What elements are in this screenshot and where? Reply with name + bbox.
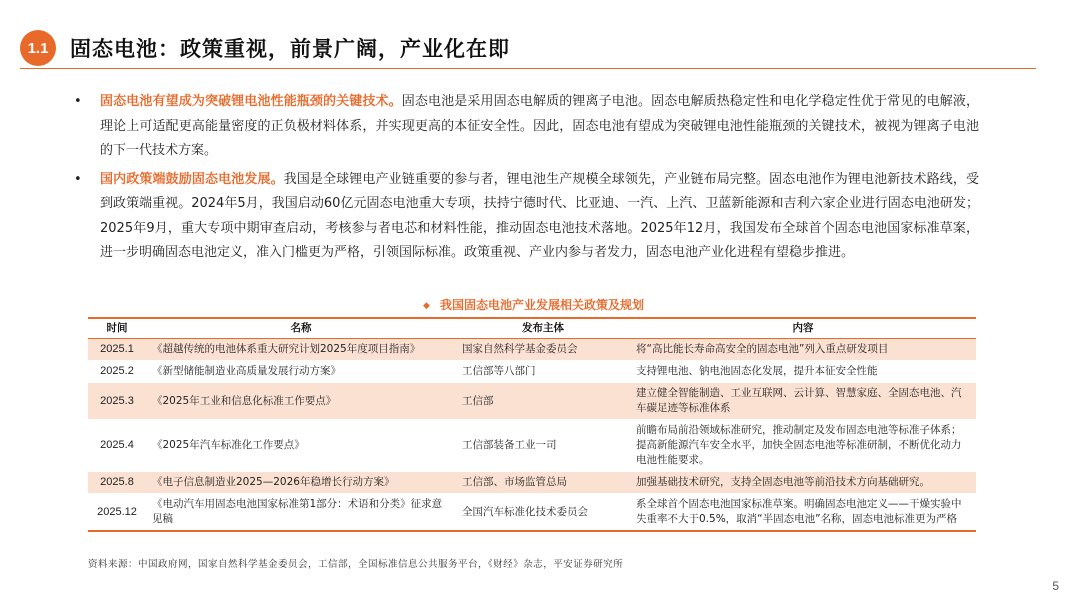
section-number-badge: 1.1 bbox=[20, 30, 56, 66]
cell-time: 2025.3 bbox=[88, 383, 146, 420]
cell-time: 2025.2 bbox=[88, 361, 146, 383]
cell-content: 支持锂电池、钠电池固态化发展，提升本征安全性能 bbox=[630, 361, 976, 383]
bullet-text: 我国是全球锂电产业链重要的参与者，锂电池生产规模全球领先，产业链布局完整。固态电池作为锂电池新技术路线，受到政策端重视。2024年5月，我国启动60亿元固态电池重大专项，扶持宁德时代、比亚迪、一汽、上汽、卫蓝新能源和吉利六家企业进行固态电池研发；2025年9月，重大专项中期审查启动，考核参与者电芯和材料性能，推动固态电池技术落地。2025年12月，我国发布全球首个固态电池国家标准草案，进一步明确固态电池定义，准入门槛更为严格，引领国际标准。政策重视、产业内参与者发力，固态电池产业化进程有望稳步推进。 bbox=[100, 171, 979, 260]
cell-time: 2025.1 bbox=[88, 339, 146, 361]
table-row bbox=[88, 383, 976, 420]
column-header-time: 时间 bbox=[88, 318, 146, 339]
column-header-issuer: 发布主体 bbox=[456, 318, 630, 339]
table-row bbox=[88, 361, 976, 383]
table-header-row bbox=[88, 318, 976, 339]
table-row bbox=[88, 494, 976, 532]
cell-name: 《2025年工业和信息化标准工作要点》 bbox=[146, 383, 456, 420]
cell-issuer: 国家自然科学基金委员会 bbox=[456, 339, 630, 361]
cell-name: 《新型储能制造业高质量发展行动方案》 bbox=[146, 361, 456, 383]
header-divider bbox=[20, 68, 1036, 69]
diamond-icon: ◆ bbox=[423, 301, 430, 311]
table-row bbox=[88, 472, 976, 494]
cell-content: 加强基础技术研究，支持全固态电池等前沿技术方向基础研究。 bbox=[630, 472, 976, 494]
slide-title: 固态电池：政策重视，前景广阔，产业化在即 bbox=[70, 37, 510, 61]
bullet-list bbox=[74, 90, 979, 270]
column-header-content: 内容 bbox=[630, 318, 976, 339]
cell-issuer: 工信部等八部门 bbox=[456, 361, 630, 383]
cell-name: 《超越传统的电池体系重大研究计划2025年度项目指南》 bbox=[146, 339, 456, 361]
table-caption bbox=[0, 296, 1067, 313]
cell-content: 将“高比能长寿命高安全的固态电池”列入重点研发项目 bbox=[630, 339, 976, 361]
bullet-text: 固态电池是采用固态电解质的锂离子电池。固态电解质热稳定性和电化学稳定性优于常见的电解液，理论上可适配更高能量密度的正负极材料体系，并实现更高的本征安全性。因此，固态电池有望成为突破锂电池性能瓶颈的关键技术，被视为锂离子电池的下一代技术方案。 bbox=[100, 94, 979, 158]
cell-issuer: 工信部、市场监管总局 bbox=[456, 472, 630, 494]
bullet-highlight: 国内政策端鼓励固态电池发展。 bbox=[100, 171, 284, 187]
table-row bbox=[88, 420, 976, 472]
bullet-highlight: 固态电池有望成为突破锂电池性能瓶颈的关键技术。 bbox=[100, 94, 402, 109]
table-caption-text: 我国固态电池产业发展相关政策及规划 bbox=[439, 298, 644, 312]
cell-content: 前瞻布局前沿领域标准研究，推动制定及发布固态电池等标准子体系；提高新能源汽车安全水平，加快全固态电池等标准研制，不断优化动力电池性能要求。 bbox=[630, 420, 976, 472]
cell-issuer: 全国汽车标准化技术委员会 bbox=[456, 494, 630, 532]
page-number: 5 bbox=[1052, 579, 1059, 593]
cell-name: 《2025年汽车标准化工作要点》 bbox=[146, 420, 456, 472]
cell-time: 2025.12 bbox=[88, 494, 146, 532]
bullet-item-solid-state-battery bbox=[74, 90, 979, 164]
cell-time: 2025.4 bbox=[88, 420, 146, 472]
cell-content: 建立健全智能制造、工业互联网、云计算、智慧家庭、全固态电池、汽车碳足迹等标准体系 bbox=[630, 383, 976, 420]
cell-name: 《电动汽车用固态电池国家标准第1部分：术语和分类》征求意见稿 bbox=[146, 494, 456, 532]
table-row bbox=[88, 339, 976, 361]
slide-header bbox=[20, 30, 510, 66]
cell-content: 系全球首个固态电池国家标准草案。明确固态电池定义——干燥实验中失重率不大于0.5%，取消“半固态电池”名称，固态电池标准更为严格 bbox=[630, 494, 976, 532]
cell-time: 2025.8 bbox=[88, 472, 146, 494]
bullet-dot-icon: • bbox=[74, 94, 82, 109]
column-header-name: 名称 bbox=[146, 318, 456, 339]
cell-name: 《电子信息制造业2025—2026年稳增长行动方案》 bbox=[146, 472, 456, 494]
source-note: 资料来源：中国政府网，国家自然科学基金委员会，工信部，全国标准信息公共服务平台，《财经》杂志，平安证券研究所 bbox=[88, 559, 624, 570]
bullet-item-policy bbox=[74, 168, 979, 266]
cell-issuer: 工信部装备工业一司 bbox=[456, 420, 630, 472]
bullet-dot-icon: • bbox=[74, 171, 82, 187]
policy-table bbox=[88, 317, 976, 532]
cell-issuer: 工信部 bbox=[456, 383, 630, 420]
